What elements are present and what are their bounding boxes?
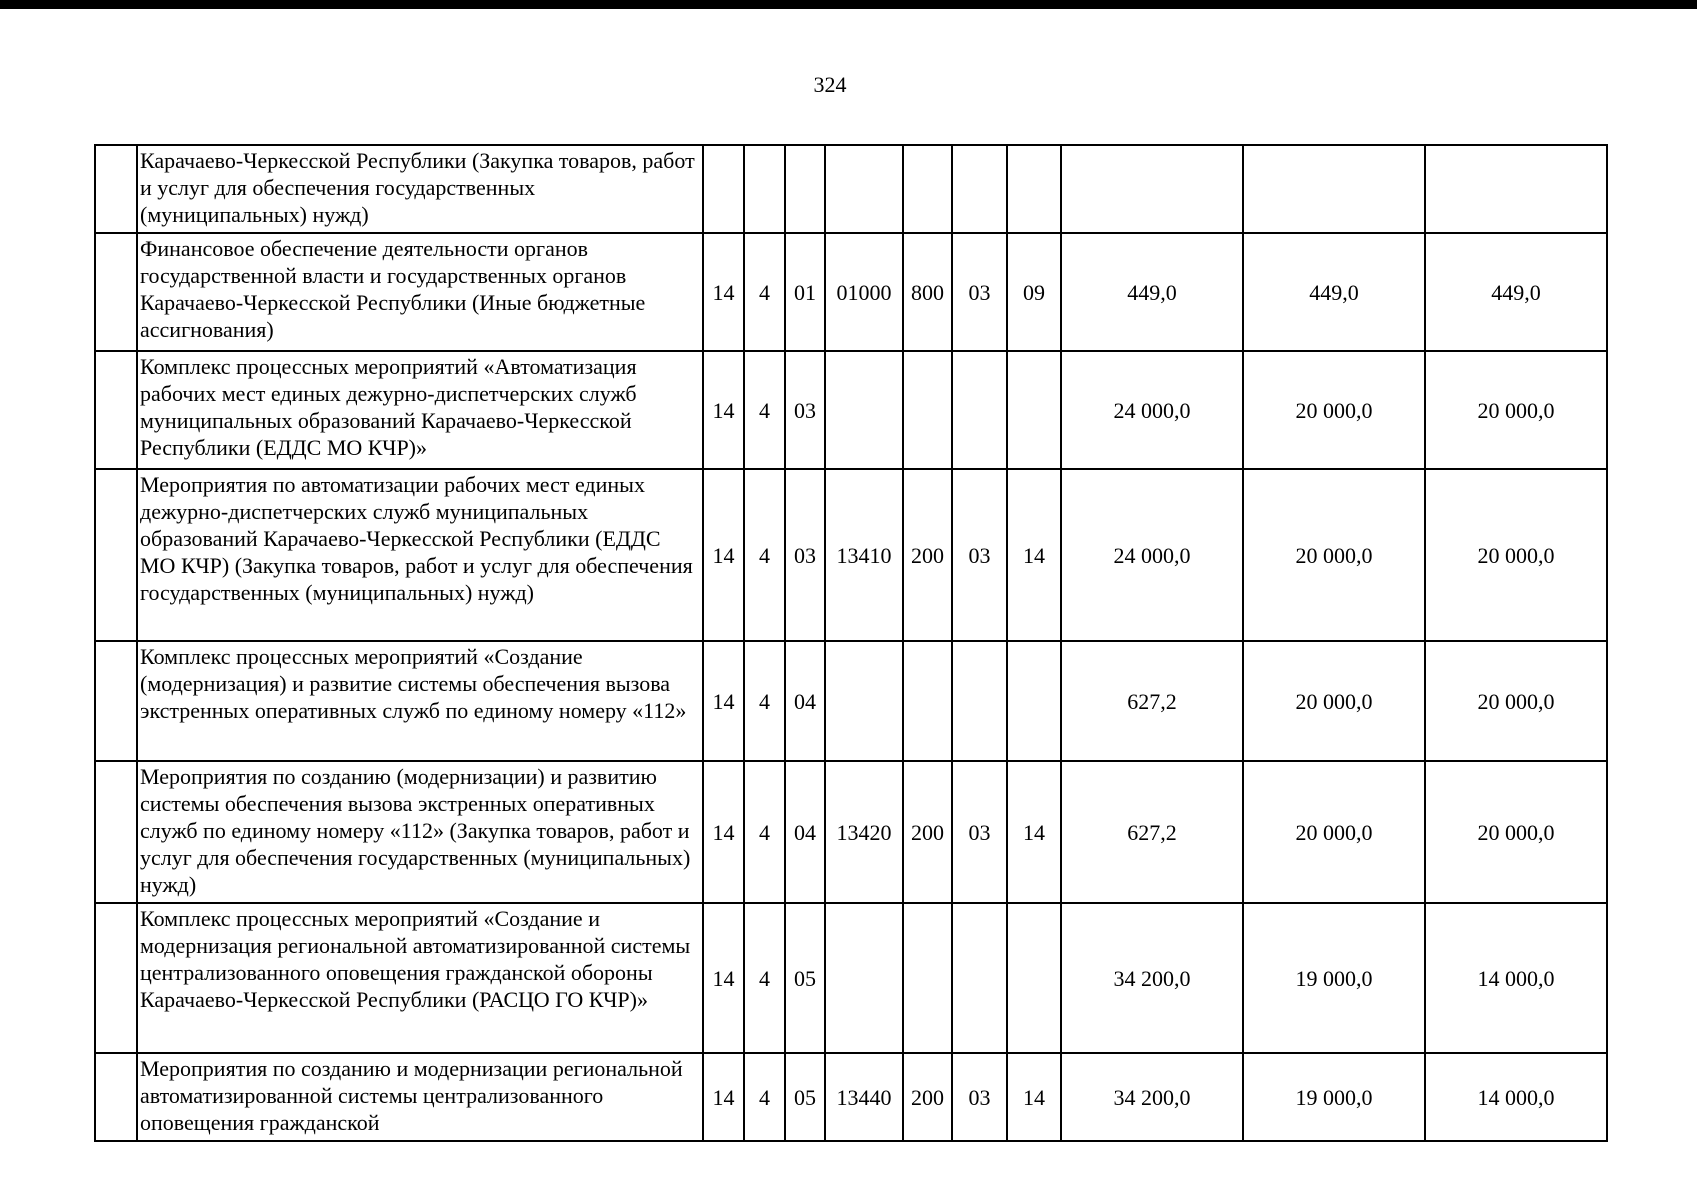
code-pgp-cell: 4 <box>744 469 785 641</box>
code-dir-cell <box>825 351 903 469</box>
code-vr-cell <box>903 351 952 469</box>
code-pr-cell <box>1007 903 1061 1053</box>
table-row <box>95 1053 1607 1141</box>
code-rz-cell: 03 <box>952 1053 1007 1141</box>
code-sub-cell: 04 <box>785 761 825 903</box>
code-pr-cell: 14 <box>1007 469 1061 641</box>
row-number-cell <box>95 641 137 761</box>
code-gp-cell: 14 <box>703 351 744 469</box>
table-row <box>95 469 1607 641</box>
code-sub-cell: 03 <box>785 351 825 469</box>
row-number-cell <box>95 469 137 641</box>
code-vr-cell: 800 <box>903 233 952 351</box>
code-sub-cell <box>785 145 825 233</box>
amount-year-1-cell: 449,0 <box>1061 233 1243 351</box>
page-number: 324 <box>813 72 847 97</box>
row-number-cell <box>95 351 137 469</box>
code-pgp-cell: 4 <box>744 641 785 761</box>
table-row <box>95 761 1607 903</box>
description-cell: Карачаево-Черкесской Республики (Закупка товаров, работ и услуг для обеспечения государственных (муниципальных) нужд) <box>137 145 703 233</box>
description-cell: Мероприятия по созданию и модернизации региональной автоматизированной системы централизованного оповещения гражданской <box>137 1053 703 1141</box>
code-gp-cell: 14 <box>703 1053 744 1141</box>
row-number-cell <box>95 1053 137 1141</box>
amount-year-3-cell: 14 000,0 <box>1425 1053 1607 1141</box>
code-pgp-cell: 4 <box>744 761 785 903</box>
amount-year-2-cell: 19 000,0 <box>1243 903 1425 1053</box>
code-sub-cell: 04 <box>785 641 825 761</box>
row-number-cell <box>95 903 137 1053</box>
row-number-cell <box>95 233 137 351</box>
code-dir-cell <box>825 903 903 1053</box>
amount-year-3-cell: 20 000,0 <box>1425 351 1607 469</box>
code-rz-cell: 03 <box>952 761 1007 903</box>
code-sub-cell: 03 <box>785 469 825 641</box>
amount-year-3-cell: 20 000,0 <box>1425 641 1607 761</box>
amount-year-1-cell: 627,2 <box>1061 641 1243 761</box>
code-gp-cell: 14 <box>703 469 744 641</box>
amount-year-2-cell: 19 000,0 <box>1243 1053 1425 1141</box>
amount-year-1-cell: 34 200,0 <box>1061 903 1243 1053</box>
code-rz-cell <box>952 145 1007 233</box>
amount-year-2-cell: 20 000,0 <box>1243 641 1425 761</box>
code-pr-cell: 09 <box>1007 233 1061 351</box>
table-row <box>95 145 1607 233</box>
table-row <box>95 351 1607 469</box>
table-row <box>95 903 1607 1053</box>
code-gp-cell <box>703 145 744 233</box>
amount-year-1-cell <box>1061 145 1243 233</box>
code-dir-cell: 01000 <box>825 233 903 351</box>
code-pr-cell <box>1007 351 1061 469</box>
code-gp-cell: 14 <box>703 233 744 351</box>
code-sub-cell: 05 <box>785 903 825 1053</box>
description-cell: Финансовое обеспечение деятельности органов государственной власти и государственных органов Карачаево-Черкесской Республики (Иные бюджетные ассигнования) <box>137 233 703 351</box>
amount-year-2-cell: 20 000,0 <box>1243 469 1425 641</box>
code-rz-cell: 03 <box>952 233 1007 351</box>
table-row <box>95 233 1607 351</box>
code-vr-cell <box>903 145 952 233</box>
code-vr-cell: 200 <box>903 1053 952 1141</box>
code-sub-cell: 01 <box>785 233 825 351</box>
description-cell: Мероприятия по созданию (модернизации) и развитию системы обеспечения вызова экстренных оперативных служб по единому номеру «112» (Закупка товаров, работ и услуг для обеспечения государственных (муниципальных) нужд) <box>137 761 703 903</box>
amount-year-3-cell: 20 000,0 <box>1425 761 1607 903</box>
code-pr-cell <box>1007 641 1061 761</box>
amount-year-1-cell: 627,2 <box>1061 761 1243 903</box>
scan-top-edge <box>0 0 1697 9</box>
amount-year-1-cell: 34 200,0 <box>1061 1053 1243 1141</box>
description-cell: Комплекс процессных мероприятий «Создание и модернизация региональной автоматизированной системы централизованного оповещения гражданской обороны Карачаево-Черкесской Республики (РАСЦО ГО КЧР)» <box>137 903 703 1053</box>
code-vr-cell: 200 <box>903 469 952 641</box>
table-body <box>95 145 1607 1141</box>
amount-year-1-cell: 24 000,0 <box>1061 351 1243 469</box>
code-pgp-cell <box>744 145 785 233</box>
description-cell: Комплекс процессных мероприятий «Автоматизация рабочих мест единых дежурно-диспетчерских служб муниципальных образований Карачаево-Черкесской Республики (ЕДДС МО КЧР)» <box>137 351 703 469</box>
code-gp-cell: 14 <box>703 903 744 1053</box>
amount-year-2-cell: 20 000,0 <box>1243 351 1425 469</box>
budget-table <box>94 144 1608 1142</box>
code-pgp-cell: 4 <box>744 351 785 469</box>
amount-year-2-cell: 449,0 <box>1243 233 1425 351</box>
code-rz-cell <box>952 351 1007 469</box>
code-pgp-cell: 4 <box>744 903 785 1053</box>
code-sub-cell: 05 <box>785 1053 825 1141</box>
amount-year-3-cell: 20 000,0 <box>1425 469 1607 641</box>
description-cell: Мероприятия по автоматизации рабочих мест единых дежурно-диспетчерских служб муниципальных образований Карачаево-Черкесской Республики (ЕДДС МО КЧР) (Закупка товаров, работ и услуг для обеспечения государственных (муниципальных) нужд) <box>137 469 703 641</box>
code-dir-cell: 13410 <box>825 469 903 641</box>
code-vr-cell <box>903 903 952 1053</box>
row-number-cell <box>95 145 137 233</box>
amount-year-3-cell: 14 000,0 <box>1425 903 1607 1053</box>
code-vr-cell <box>903 641 952 761</box>
amount-year-1-cell: 24 000,0 <box>1061 469 1243 641</box>
amount-year-3-cell: 449,0 <box>1425 233 1607 351</box>
code-rz-cell <box>952 641 1007 761</box>
code-pgp-cell: 4 <box>744 233 785 351</box>
code-pr-cell: 14 <box>1007 1053 1061 1141</box>
table-row <box>95 641 1607 761</box>
code-vr-cell: 200 <box>903 761 952 903</box>
code-dir-cell: 13440 <box>825 1053 903 1141</box>
amount-year-3-cell <box>1425 145 1607 233</box>
code-pgp-cell: 4 <box>744 1053 785 1141</box>
code-rz-cell <box>952 903 1007 1053</box>
code-gp-cell: 14 <box>703 761 744 903</box>
amount-year-2-cell: 20 000,0 <box>1243 761 1425 903</box>
row-number-cell <box>95 761 137 903</box>
code-gp-cell: 14 <box>703 641 744 761</box>
code-pr-cell: 14 <box>1007 761 1061 903</box>
code-dir-cell: 13420 <box>825 761 903 903</box>
code-dir-cell <box>825 641 903 761</box>
amount-year-2-cell <box>1243 145 1425 233</box>
description-cell: Комплекс процессных мероприятий «Создание (модернизация) и развитие системы обеспечения вызова экстренных оперативных служб по единому номеру «112» <box>137 641 703 761</box>
code-dir-cell <box>825 145 903 233</box>
code-rz-cell: 03 <box>952 469 1007 641</box>
code-pr-cell <box>1007 145 1061 233</box>
